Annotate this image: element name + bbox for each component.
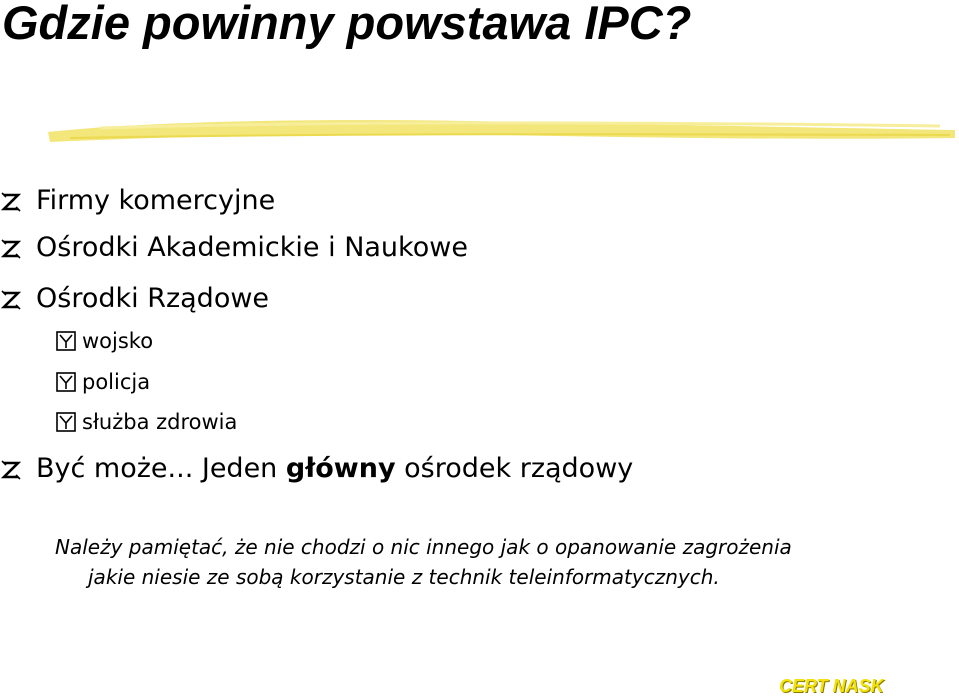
subbullet-label: służba zdrowia — [82, 410, 238, 434]
subbullet-policja — [56, 368, 150, 396]
bullet-jeden-glowny — [0, 452, 633, 486]
bullet-osrodki-rzadowe — [0, 282, 269, 316]
boxed-y-bullet-icon — [56, 412, 76, 432]
bullet-label: Ośrodki Rządowe — [36, 283, 270, 314]
z-bullet-icon — [0, 191, 22, 213]
bullet-label: Ośrodki Akademickie i Naukowe — [36, 232, 468, 263]
slide-title: Gdzie powinny powstawa IPC? — [2, 0, 692, 49]
bullet-label-bold: główny — [285, 453, 396, 484]
bullet-label-start: Być może... Jeden — [36, 453, 286, 484]
footer-brand: CERT NASK — [779, 676, 884, 696]
subbullet-label: wojsko — [82, 329, 154, 353]
closing-note — [55, 532, 792, 592]
note-line-2: jakie niesie ze sobą korzystanie z technik teleinformatycznych. — [88, 565, 720, 589]
z-bullet-icon — [0, 238, 22, 260]
z-bullet-icon — [0, 459, 22, 481]
boxed-y-bullet-icon — [56, 331, 76, 351]
boxed-y-bullet-icon — [56, 372, 76, 392]
bullet-label-end: ośrodek rządowy — [395, 453, 634, 484]
bullet-label: Firmy komercyjne — [36, 185, 276, 216]
title-underline-brush — [40, 108, 959, 148]
note-line-1: Należy pamiętać, że nie chodzi o nic innego jak o opanowanie zagrożenia — [55, 535, 792, 559]
z-bullet-icon — [0, 289, 22, 311]
bullet-osrodki-akademickie — [0, 231, 468, 265]
subbullet-sluzba-zdrowia — [56, 408, 237, 436]
bullet-firmy — [0, 184, 275, 218]
subbullet-wojsko — [56, 327, 153, 355]
subbullet-label: policja — [82, 370, 151, 394]
